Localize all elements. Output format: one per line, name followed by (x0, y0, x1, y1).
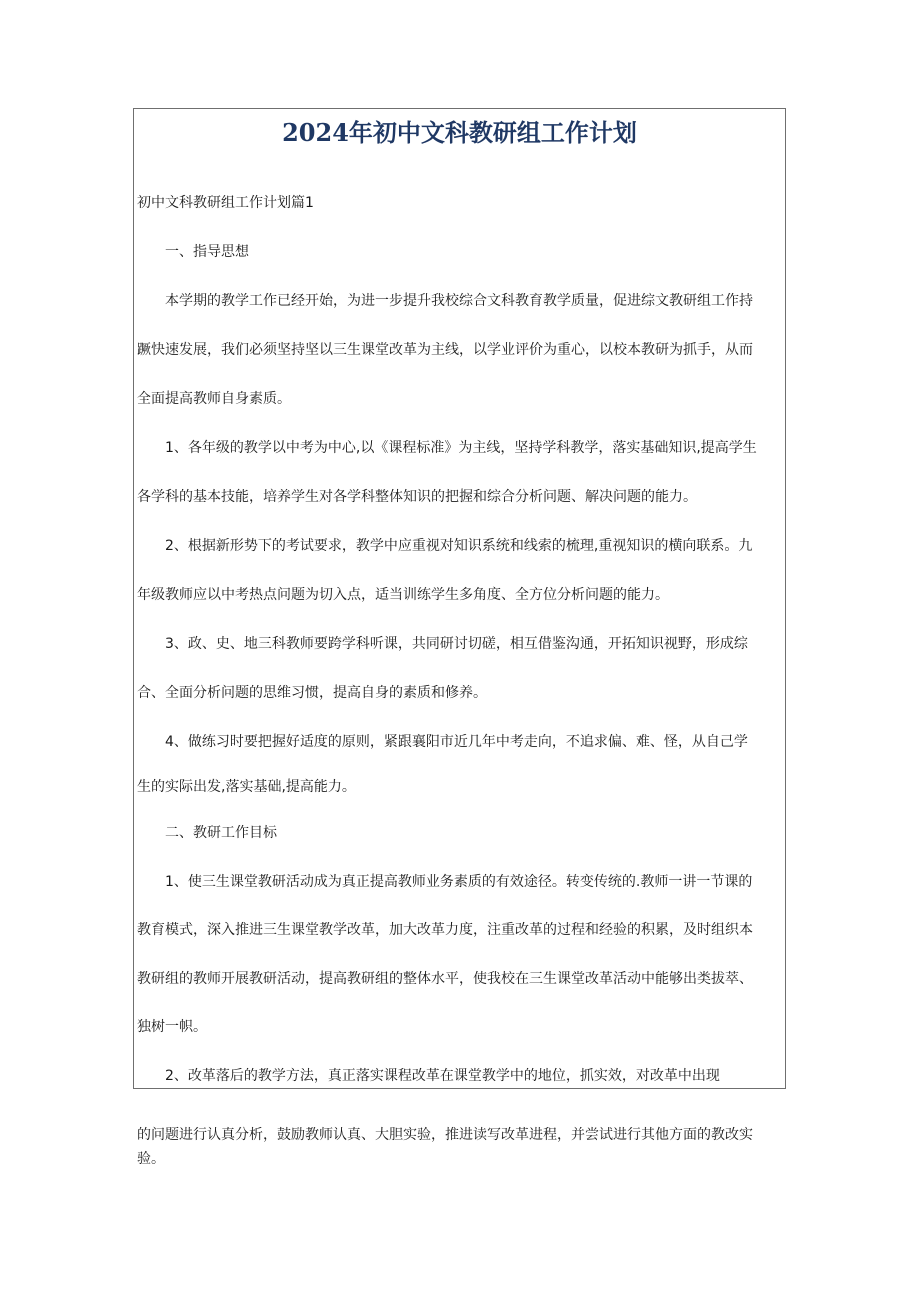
paragraph-line: 1、各年级的教学以中考为中心,以《课程标准》为主线，坚持学科教学，落实基础知识,提高学生 (165, 440, 757, 456)
paragraph-line: 的问题进行认真分析，鼓励教师认真、大胆实验，推进读写改革进程，并尝试进行其他方面的教改实 (137, 1127, 753, 1143)
page-title: 2024年初中文科教研组工作计划 (282, 118, 637, 147)
section-heading: 初中文科教研组工作计划篇1 (137, 195, 314, 211)
paragraph-line: 2、改革落后的教学方法，真正落实课程改革在课堂教学中的地位，抓实效，对改革中出现 (165, 1068, 720, 1084)
paragraph-line: 教育模式，深入推进三生课堂教学改革，加大改革力度，注重改革的过程和经验的积累，及时组织本 (137, 922, 753, 938)
paragraph-line: 教研组的教师开展教研活动，提高教研组的整体水平，使我校在三生课堂改革活动中能够出类拔萃、 (137, 971, 753, 987)
paragraph-line: 独树一帜。 (137, 1019, 207, 1035)
paragraph-line: 全面提高教师自身素质。 (137, 391, 291, 407)
paragraph-line: 本学期的教学工作已经开始，为进一步提升我校综合文科教育教学质量，促进综文教研组工作持 (165, 293, 753, 309)
paragraph-line: 蹶快速发展，我们必须坚持坚以三生课堂改革为主线，以学业评价为重心，以校本教研为抓手，从而 (137, 342, 753, 358)
paragraph-line: 年级教师应以中考热点问题为切入点，适当训练学生多角度、全方位分析问题的能力。 (137, 587, 669, 603)
paragraph-line: 生的实际出发,落实基础,提高能力。 (137, 779, 356, 795)
paragraph-line: 2、根据新形势下的考试要求，教学中应重视对知识系统和线索的梳理,重视知识的横向联系。九 (165, 538, 753, 554)
paragraph-line: 4、做练习时要把握好适度的原则，紧跟襄阳市近几年中考走向，不追求偏、难、怪，从自己学 (165, 734, 748, 750)
heading-research-goals: 二、教研工作目标 (165, 825, 277, 841)
paragraph-line: 各学科的基本技能，培养学生对各学科整体知识的把握和综合分析问题、解决问题的能力。 (137, 489, 697, 505)
paragraph-line: 合、全面分析问题的思维习惯，提高自身的素质和修养。 (137, 685, 487, 701)
heading-guiding-ideology: 一、指导思想 (165, 244, 249, 260)
paragraph-line: 3、政、史、地三科教师要跨学科听课，共同研讨切磋，相互借鉴沟通，开拓知识视野，形成综 (165, 636, 748, 652)
paragraph-line: 验。 (137, 1151, 165, 1167)
paragraph-line: 1、使三生课堂教研活动成为真正提高教师业务素质的有效途径。转变传统的.教师一讲一节课的 (165, 874, 753, 890)
